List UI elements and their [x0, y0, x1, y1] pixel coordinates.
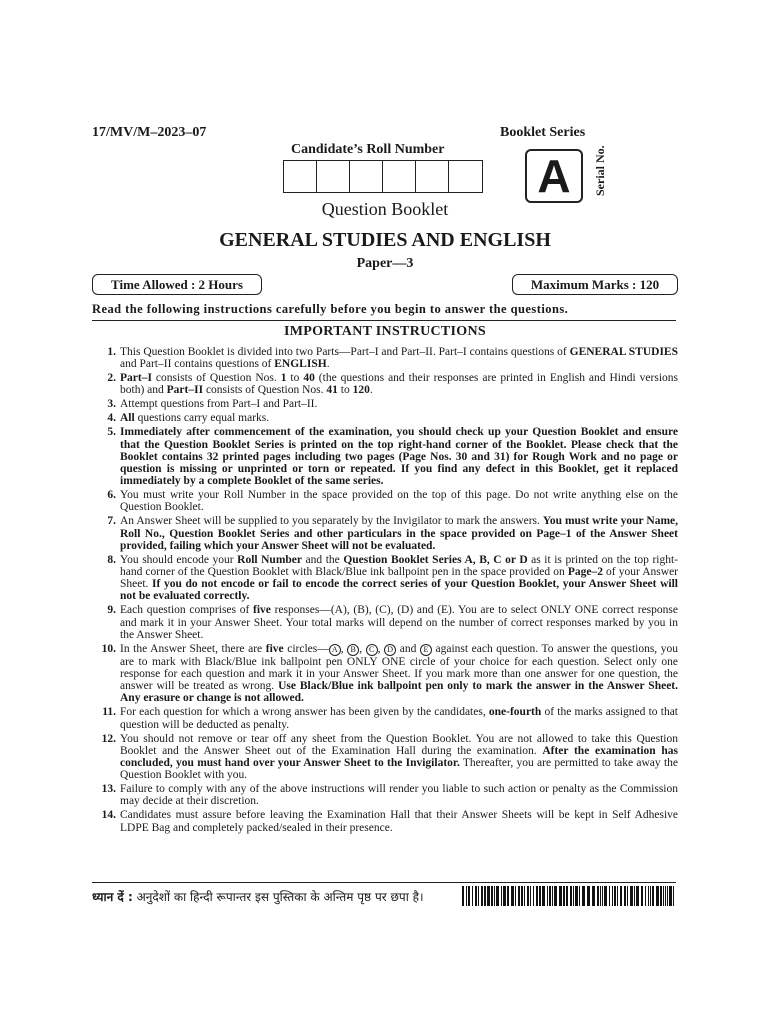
instruction-number: 13.: [101, 783, 116, 796]
instruction-text: Each question comprises of: [120, 604, 254, 617]
instruction-text: You must write your Roll Number in the space provided on the top of this page. Do not write anything else on the Question Booklet.: [120, 489, 678, 514]
barcode-bar: [627, 886, 628, 906]
roll-number-boxes: [283, 160, 483, 193]
series-letter-box: A: [525, 149, 583, 203]
instruction-item: [92, 783, 678, 807]
instruction-text: Part–I: [120, 372, 152, 385]
barcode-bar: [582, 886, 585, 906]
instruction-item: [92, 554, 678, 603]
barcode-bar: [554, 886, 557, 906]
barcode-bar: [481, 886, 483, 906]
barcode-bar: [466, 886, 467, 906]
barcode-bar: [597, 886, 599, 906]
barcode-bar: [468, 886, 470, 906]
instruction-text: ,: [359, 642, 366, 655]
answer-circle: D: [384, 644, 396, 656]
barcode-bar: [478, 886, 479, 906]
instruction-item: [92, 809, 678, 833]
instruction-text: one-fourth: [488, 706, 542, 719]
roll-digit-box: [383, 161, 416, 192]
instruction-text: as it is printed on the top right-hand corner of the Question Booklet with Black/Blue ink ballpoint pen in the space provided on: [120, 553, 678, 579]
barcode-bar: [624, 886, 626, 906]
instruction-text: to: [337, 384, 353, 397]
instruction-item: [92, 426, 678, 487]
instruction-text: (the questions and their responses are printed in English and Hindi versions both) and: [120, 372, 678, 397]
barcode-bar: [665, 886, 666, 906]
instruction-text: Immediately after commencement of the examination, you should check up your Question Booklet and ensure that the Question Booklet Series is printed on the top right-hand corner of the Booklet. Please check that the Booklet contains 32 printed pages including two pages (Page Nos. 30 and 31) for Rough Work and no page or question is missing or unprinted or torn or repeated. If you find any defect in this Booklet, get it replaced immediately by a complete Booklet of the same series.: [120, 426, 678, 488]
barcode-bar: [496, 886, 499, 906]
barcode-bar: [566, 886, 568, 906]
instruction-item: [92, 706, 678, 730]
instruction-text: Attempt questions from Part–I and Part–II.: [120, 398, 318, 411]
barcode-bar: [660, 886, 662, 906]
instruction-text: 120: [352, 384, 370, 397]
answer-circle: B: [347, 644, 359, 656]
instruction-text: to: [286, 372, 304, 385]
instruction-item: [92, 733, 678, 782]
instruction-text: five: [253, 604, 271, 617]
barcode-bar: [521, 886, 523, 906]
barcode-bar: [530, 886, 531, 906]
instruction-item: [92, 604, 678, 641]
barcode-bar: [533, 886, 534, 906]
booklet-series-label: Booklet Series: [500, 125, 586, 140]
instruction-text: and Part–II contains questions of: [120, 358, 275, 371]
instruction-text: An Answer Sheet will be supplied to you separately by the Invigilator to mark the answers.: [120, 515, 543, 528]
answer-circle: C: [366, 644, 378, 656]
instruction-text: .: [369, 384, 373, 397]
instruction-text: questions carry equal marks.: [134, 412, 270, 425]
barcode-bar: [604, 886, 607, 906]
instruction-text: Candidates must assure before leaving the Examination Hall that their Answer Sheets will be kept in Self Adhesive LDPE Bag and completely packed/sealed in their presence.: [120, 809, 678, 834]
instruction-item: [92, 489, 678, 513]
instruction-text: 1: [280, 372, 287, 385]
instruction-text: ,: [340, 642, 348, 655]
roll-number-label: Candidate’s Roll Number: [291, 142, 445, 157]
barcode-bar: [549, 886, 551, 906]
barcode-bar: [617, 886, 618, 906]
barcode-bar: [634, 886, 635, 906]
instruction-number: 6.: [107, 489, 116, 502]
instruction-number: 10.: [101, 642, 116, 655]
barcode-bar: [620, 886, 622, 906]
barcode-bar: [669, 886, 672, 906]
instruction-item: [92, 412, 678, 424]
barcode-bar: [563, 886, 565, 906]
roll-digit-box: [350, 161, 383, 192]
answer-circle: E: [420, 644, 432, 656]
barcode-bar: [614, 886, 616, 906]
barcode-bar: [652, 886, 654, 906]
barcode-bar: [524, 886, 525, 906]
instruction-text: of your Answer Sheet.: [120, 566, 678, 591]
instruction-text: If you do not encode or fail to encode the correct series of your Question Booklet, your Answer Sheet will not be evaluated correctly.: [120, 578, 678, 603]
maximum-marks-box: Maximum Marks : 120: [512, 274, 678, 295]
barcode-bar: [663, 886, 664, 906]
barcode-bar: [494, 886, 495, 906]
barcode-bar: [645, 886, 646, 906]
barcode-bar: [609, 886, 610, 906]
instruction-text: This Question Booklet is divided into two Parts—Part–I and Part–II. Part–I contains questions of: [120, 346, 570, 358]
barcode-bar: [579, 886, 580, 906]
page-title: GENERAL STUDIES AND ENGLISH: [219, 229, 551, 251]
instruction-item: [92, 515, 678, 552]
barcode-bar: [475, 886, 477, 906]
barcode-bar: [547, 886, 548, 906]
instruction-text: circles—: [283, 642, 329, 655]
instruction-text: You should encode your: [120, 553, 238, 566]
barcode-bar: [503, 886, 506, 906]
barcode-bar: [592, 886, 595, 906]
instruction-text: .: [326, 358, 330, 371]
instruction-number: 14.: [101, 809, 116, 822]
instruction-text: In the Answer Sheet, there are: [120, 642, 266, 655]
instruction-number: 3.: [107, 398, 116, 411]
instruction-text: Part–II: [166, 384, 204, 397]
barcode-bar: [491, 886, 493, 906]
barcode-bar: [648, 886, 649, 906]
instruction-text: All: [120, 412, 135, 425]
barcode-bar: [587, 886, 590, 906]
instruction-number: 7.: [107, 515, 116, 528]
instruction-text: You must write your Name, Roll No., Question Booklet Series and other particulars in the space provided on Page–1 of the Answer Sheet provided, failing which your Answer Sheet will not be evaluated.: [120, 515, 678, 552]
barcode-bar: [650, 886, 651, 906]
barcode-bar: [630, 886, 633, 906]
instruction-number: 9.: [107, 604, 116, 617]
barcode-bar: [515, 886, 516, 906]
roll-digit-box: [317, 161, 350, 192]
barcode-bar: [600, 886, 601, 906]
barcode: [462, 886, 676, 906]
divider: [92, 882, 676, 883]
barcode-bar: [673, 886, 674, 906]
hindi-note-text: अनुदेशों का हिन्दी रूपान्तर इस पुस्तिका के अन्तिम पृष्ठ पर छपा है।: [136, 890, 424, 904]
instruction-text: consists of Question Nos.: [203, 384, 327, 397]
instruction-text: 40: [303, 372, 315, 385]
instruction-text: Page–2: [567, 566, 603, 579]
instruction-text: consists of Question Nos.: [151, 372, 281, 385]
instruction-number: 5.: [107, 426, 116, 439]
barcode-bar: [527, 886, 529, 906]
barcode-bar: [570, 886, 572, 906]
instruction-item: [92, 643, 678, 705]
instruction-text: GENERAL STUDIES: [569, 346, 678, 358]
serial-number-label: Serial No.: [593, 145, 607, 196]
barcode-bar: [487, 886, 490, 906]
barcode-bar: [536, 886, 538, 906]
roll-digit-box: [416, 161, 449, 192]
barcode-bar: [641, 886, 643, 906]
instruction-text: five: [265, 642, 284, 655]
barcode-bar: [518, 886, 520, 906]
instruction-text: ,: [377, 642, 385, 655]
hindi-note: [92, 888, 424, 905]
roll-digit-box: [284, 161, 317, 192]
barcode-bar: [602, 886, 603, 906]
barcode-bar: [472, 886, 473, 906]
paper-number: Paper—3: [356, 256, 414, 271]
booklet-label: Question Booklet: [321, 199, 449, 219]
barcode-bar: [656, 886, 659, 906]
barcode-bar: [542, 886, 545, 906]
barcode-bar: [507, 886, 509, 906]
read-instructions-line: Read the following instructions carefully before you begin to answer the questions.: [92, 302, 569, 316]
instruction-number: 4.: [107, 412, 116, 425]
time-allowed-box: Time Allowed : 2 Hours: [92, 274, 262, 295]
instructions-list: [92, 346, 678, 836]
instruction-item: [92, 398, 678, 410]
barcode-bar: [573, 886, 574, 906]
instruction-text: responses—(A), (B), (C), (D) and (E). You are to select ONLY ONE correct response and mark it in your Answer Sheet. Your total marks will depend on the number of correct responses marked by you in the Answer Sheet.: [120, 604, 678, 641]
barcode-bar: [501, 886, 502, 906]
instruction-number: 8.: [107, 553, 116, 566]
instruction-text: and the: [302, 553, 344, 566]
instruction-text: After the examination has concluded, you must hand over your Answer Sheet to the Invigilator.: [120, 744, 678, 770]
barcode-bar: [575, 886, 578, 906]
barcode-bar: [552, 886, 553, 906]
instruction-item: [92, 346, 678, 370]
instruction-text: Failure to comply with any of the above instructions will render you liable to such action or penalty as the Commission may decide at their discretion.: [120, 783, 678, 808]
barcode-bar: [636, 886, 639, 906]
instruction-text: For each question for which a wrong answer has been given by the candidates,: [120, 706, 489, 719]
instruction-text: against each question. To answer the questions, you are to mark with Black/Blue ink ballpoint pen ONLY ONE circle of your choice for each question. Select only one response for each question and mark it in your Answer Sheet. If you mark more than one answer for one question, the answer will be treated as wrong.: [120, 642, 679, 693]
instruction-number: 11.: [102, 706, 116, 719]
instruction-number: 12.: [101, 732, 116, 745]
barcode-bar: [667, 886, 668, 906]
instruction-text: Question Booklet Series A, B, C or D: [343, 553, 528, 566]
barcode-bar: [559, 886, 562, 906]
hindi-note-label: ध्यान दें :: [92, 890, 133, 904]
barcode-bar: [612, 886, 613, 906]
barcode-bar: [484, 886, 486, 906]
instruction-text: Thereafter, you are permitted to take away the Question Booklet with you.: [120, 757, 678, 782]
instruction-number: 2.: [107, 372, 116, 385]
instruction-text: of the marks assigned to that question will be deducted as penalty.: [120, 706, 678, 731]
barcode-bar: [462, 886, 464, 906]
instruction-item: [92, 372, 678, 396]
roll-digit-box: [449, 161, 482, 192]
instruction-text: Use Black/Blue ink ballpoint pen only to mark the answer in the Answer Sheet. Any erasure or change is not allowed.: [120, 680, 679, 705]
barcode-bar: [539, 886, 541, 906]
paper-code: 17/MV/M–2023–07: [92, 125, 207, 140]
instruction-number: 1.: [107, 346, 116, 358]
instruction-text: and: [396, 642, 420, 655]
instruction-text: ENGLISH: [274, 358, 327, 371]
barcode-bar: [511, 886, 514, 906]
instruction-text: Roll Number: [237, 553, 303, 566]
instructions-heading: IMPORTANT INSTRUCTIONS: [283, 324, 486, 339]
answer-circle: A: [329, 644, 341, 656]
instruction-text: You should not remove or tear off any sheet from the Question Booklet. You are not allowed to take this Question Booklet and the Answer Sheet out of the Examination Hall during the examination.: [120, 732, 678, 757]
instruction-text: 41: [326, 384, 338, 397]
divider: [92, 320, 676, 321]
